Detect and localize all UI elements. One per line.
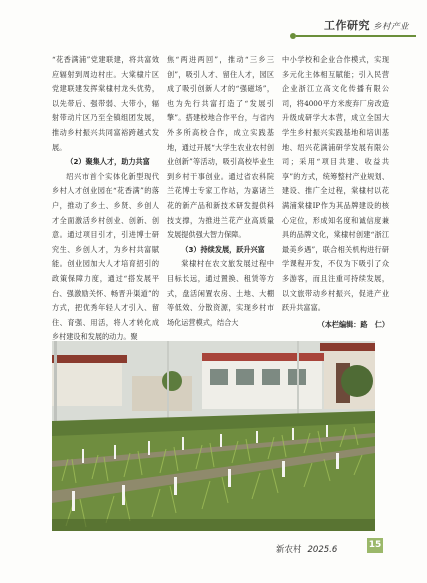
column-2 xyxy=(167,53,274,343)
section-heading: （3）持续发展，跃升兴富 xyxy=(181,244,265,254)
section-name: 工作研究 xyxy=(323,19,370,32)
page-header xyxy=(0,0,427,44)
column-1 xyxy=(52,53,159,343)
article-columns xyxy=(52,53,390,343)
greenhouse-seedlings-photo xyxy=(52,341,375,531)
column-3 xyxy=(282,53,389,343)
magazine-name: 新农村 xyxy=(276,545,302,555)
section-heading: （2）聚集人才，助力共富 xyxy=(66,157,150,167)
issue-date: 2025.6 xyxy=(307,545,338,555)
page-number: 15 xyxy=(367,538,383,553)
paragraph: “花香满浦”党建联建，将共富效应辐射到周边村庄。大棠棣片区党建联建发挥棠棣村龙头优势，以先带后、强带弱、大带小，辐射带动片区乃至全镇组团发展，推动乡村振兴共同富裕跨越式发展。 xyxy=(52,55,159,152)
subsection-name: 乡村产业 xyxy=(372,22,409,32)
paragraph: 焦“两进两回”，推动“三乡三创”，吸引人才、留住人才，园区成了吸引创新人才的“强磁场”，也为先行共富打造了“发展引擎”。搭建校地合作平台，与省内外多所高校合作，成立实践基地，通过开展“大学生农业农村创业创新”等活动，吸引高校毕业生到乡村干事创业。通过省农科院兰花博士专家工作站，为嘉诸兰花的新产品和新技术研发提供科技支撑，为推进兰花产业高质量发展提供强大智力保障。 xyxy=(167,55,274,240)
paragraph: 棠棣村在农文旅发展过程中目标长远，通过置换、租赁等方式，盘活闲置农房、土地、大棚等低效、分散资源，实现乡村市场化运营模式，结合大 xyxy=(167,259,274,327)
editor-credit: （本栏编辑：路 仁） xyxy=(317,319,389,329)
header-rule xyxy=(296,35,416,37)
paragraph: 中小学校和企业合作模式，实现多元化主体相互賦能；引入民营企业浙江立高文化传播有限公司，将4000平方米废弃厂房改造升级成研学大本营，成立全国大学生乡村振兴实践基地和培训基地、绍兴花满浦研学发展有限公司；采用“项目共建、收益共享”的方式，统筹整村产业规划、建设、推广全过程，棠棣村以花满浦棠棣IP作为其品牌建设的核心定位，形成知名度和诚信度兼具的品牌文化，棠棣村创建“浙江最美乡遇”，联合相关机构进行研学课程开发，不仅为下吸引了众多游客，而且注重可持续发展，以文旅带动乡村振兴，促进产业跃升共富富。 xyxy=(282,55,389,313)
section-title xyxy=(324,17,409,33)
footer-magazine xyxy=(276,543,337,555)
paragraph: 绍兴市首个实体化新型现代乡村人才创业园在“花香满”的落户，推动了乡土、乡贤、乡创人才全面激活乡村创业、创新、创意。通过项目引才，引进博士研究生、乡创人才，为乡村共富賦能。创业园加大人才培育招引的政策保障力度，通过“搭发展平台、强激励关怀、畅晋升渠道”的方式，把优秀年轻人才引入、留住、育强、用活，将人才转化成乡村建设和发展的动力。聚 xyxy=(52,171,159,342)
